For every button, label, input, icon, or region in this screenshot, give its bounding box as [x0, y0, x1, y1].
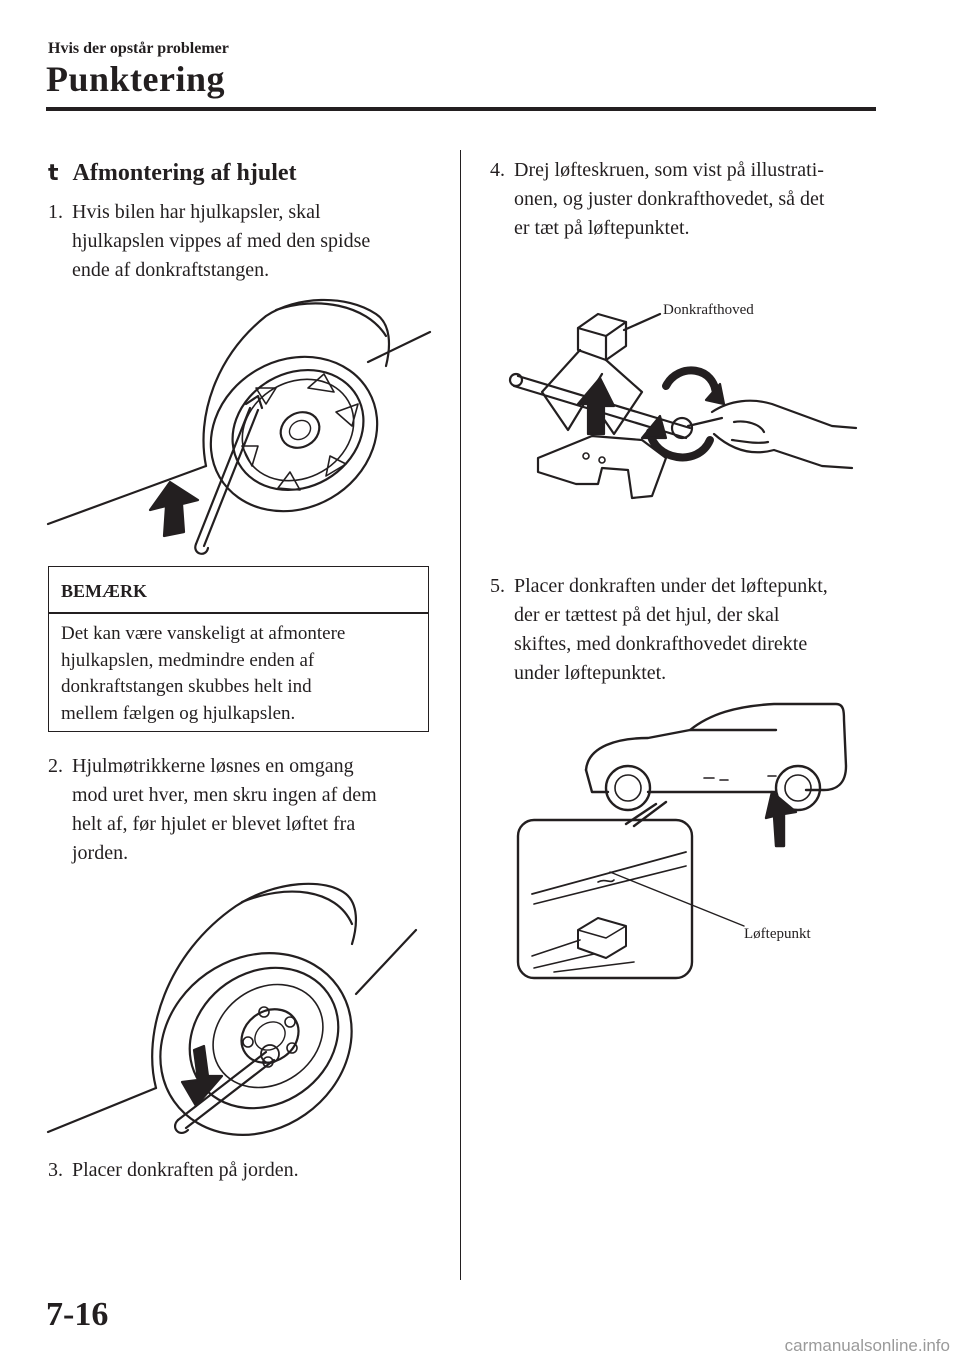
heading-bullet: t — [48, 161, 59, 186]
step-line: Hvis bilen har hjulkapsler, skal — [72, 201, 321, 223]
jack-screw-illustration — [502, 300, 862, 510]
step-line: Hjulmøtrikkerne løsnes en omgang — [72, 755, 354, 777]
step-number: 3. — [48, 1159, 63, 1181]
note-box — [48, 566, 429, 732]
step-number: 5. — [490, 575, 505, 597]
page-title: Punktering — [46, 59, 226, 99]
hubcap-removal-illustration — [46, 296, 436, 558]
step-line: ende af donkraftstangen. — [72, 259, 270, 281]
step-line: jorden. — [72, 842, 129, 864]
step-line: Placer donkraften på jorden. — [72, 1159, 299, 1181]
note-divider — [49, 612, 428, 614]
step-line: er tæt på løftepunktet. — [514, 217, 690, 239]
step-number: 1. — [48, 201, 63, 223]
step-5 — [490, 572, 890, 692]
lug-nut-loosening-illustration — [46, 884, 426, 1144]
note-line: Det kan være vanskeligt at afmontere — [61, 623, 346, 644]
note-line: mellem fælgen og hjulkapslen. — [61, 702, 296, 724]
section-heading — [48, 160, 297, 187]
step-4 — [490, 156, 890, 246]
note-heading: BEMÆRK — [61, 581, 148, 601]
step-line: Drej løfteskruen, som vist på illustrati- — [514, 159, 824, 181]
step-2 — [48, 752, 448, 872]
step-line: mod uret hver, men skru ingen af dem — [72, 784, 377, 806]
step-line: helt af, før hjulet er blevet løftet fra — [72, 813, 356, 835]
lift-point-illustration — [514, 700, 854, 982]
step-number: 4. — [490, 159, 505, 181]
step-line: under løftepunktet. — [514, 662, 667, 684]
section-label: Hvis der opstår problemer — [48, 40, 229, 57]
step-3 — [48, 1156, 448, 1188]
step-number: 2. — [48, 755, 63, 777]
heading-text: Afmontering af hjulet — [72, 160, 297, 186]
page-number: 7-16 — [46, 1296, 109, 1333]
callout-jack-head: Donkrafthoved — [663, 302, 754, 318]
step-line: hjulkapslen vippes af med den spidse — [72, 230, 371, 252]
step-line: Placer donkraften under det løftepunkt, — [514, 575, 828, 597]
note-body — [61, 621, 421, 727]
column-divider — [460, 150, 461, 1280]
watermark: carmanualsonline.info — [784, 1336, 950, 1355]
step-1 — [48, 198, 448, 288]
title-rule — [46, 107, 876, 111]
step-line: onen, og juster donkrafthovedet, så det — [514, 188, 825, 210]
note-line: donkraftstangen skubbes helt ind — [61, 676, 312, 697]
step-line: skiftes, med donkrafthovedet direkte — [514, 633, 808, 655]
step-line: der er tættest på det hjul, der skal — [514, 604, 780, 626]
callout-lift-point: Løftepunkt — [744, 926, 811, 942]
note-line: hjulkapslen, medmindre enden af — [61, 649, 315, 671]
